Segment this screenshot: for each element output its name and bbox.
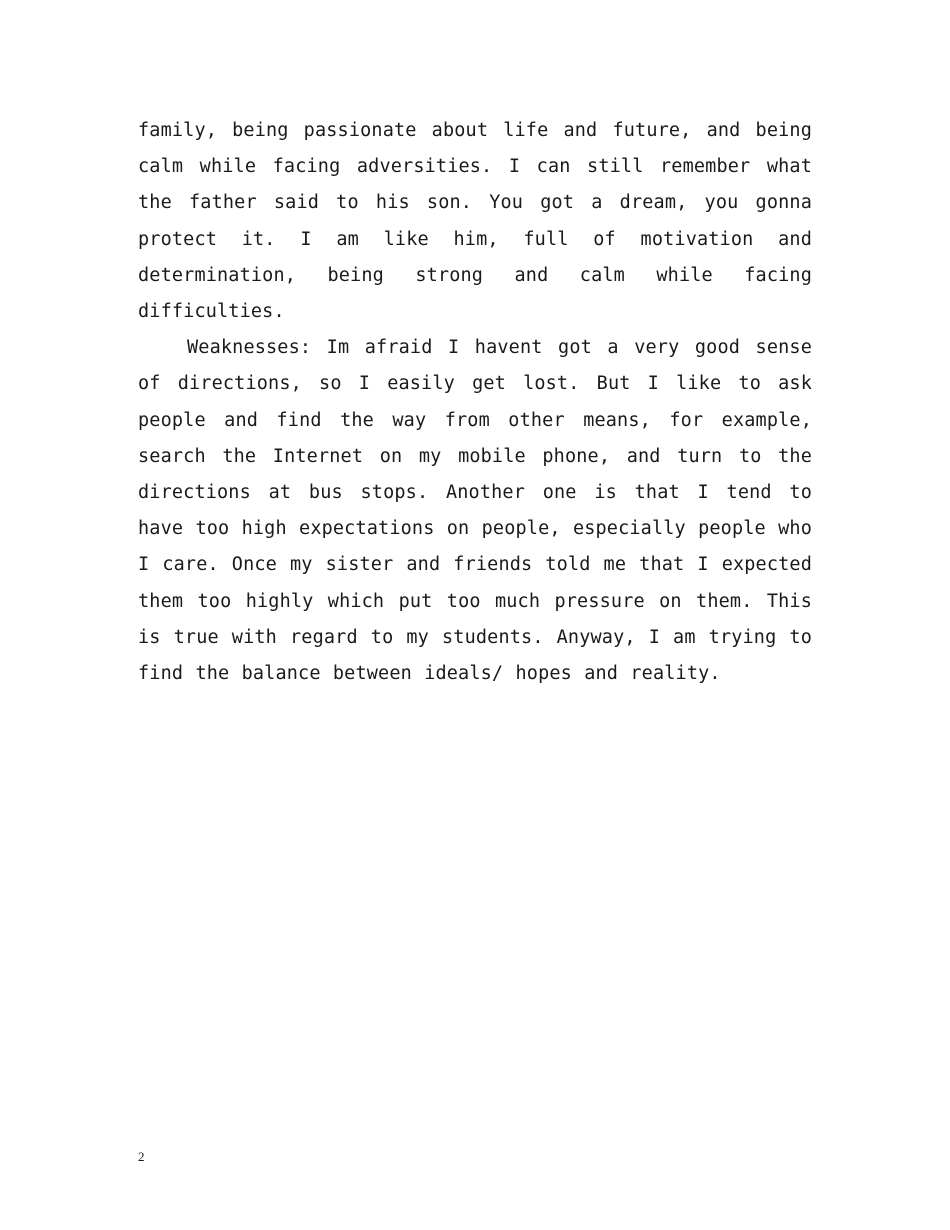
paragraph-weaknesses: Weaknesses: Im afraid I havent got a very good sense of directions, so I easily get lost. But I like to ask people and find the way from other means, for example, search the Internet on my mobile phone, and turn to the directions at bus stops. Another one is that I tend to have too high expectations on people, especially people who I care. Once my sister and friends told me that I expected them too highly which put too much pressure on them. This is true with regard to my students. Anyway, I am trying to find the balance between ideals/ hopes and reality. bbox=[138, 337, 812, 685]
document-body bbox=[138, 113, 812, 692]
page-number: 2 bbox=[138, 1149, 145, 1164]
paragraph-continuation: family, being passionate about life and future, and being calm while facing adversities. I can still remember what the father said to his son. You got a dream, you gonna protect it. I am like him, full of motivation and determination, being strong and calm while facing difficulties. bbox=[138, 120, 812, 323]
